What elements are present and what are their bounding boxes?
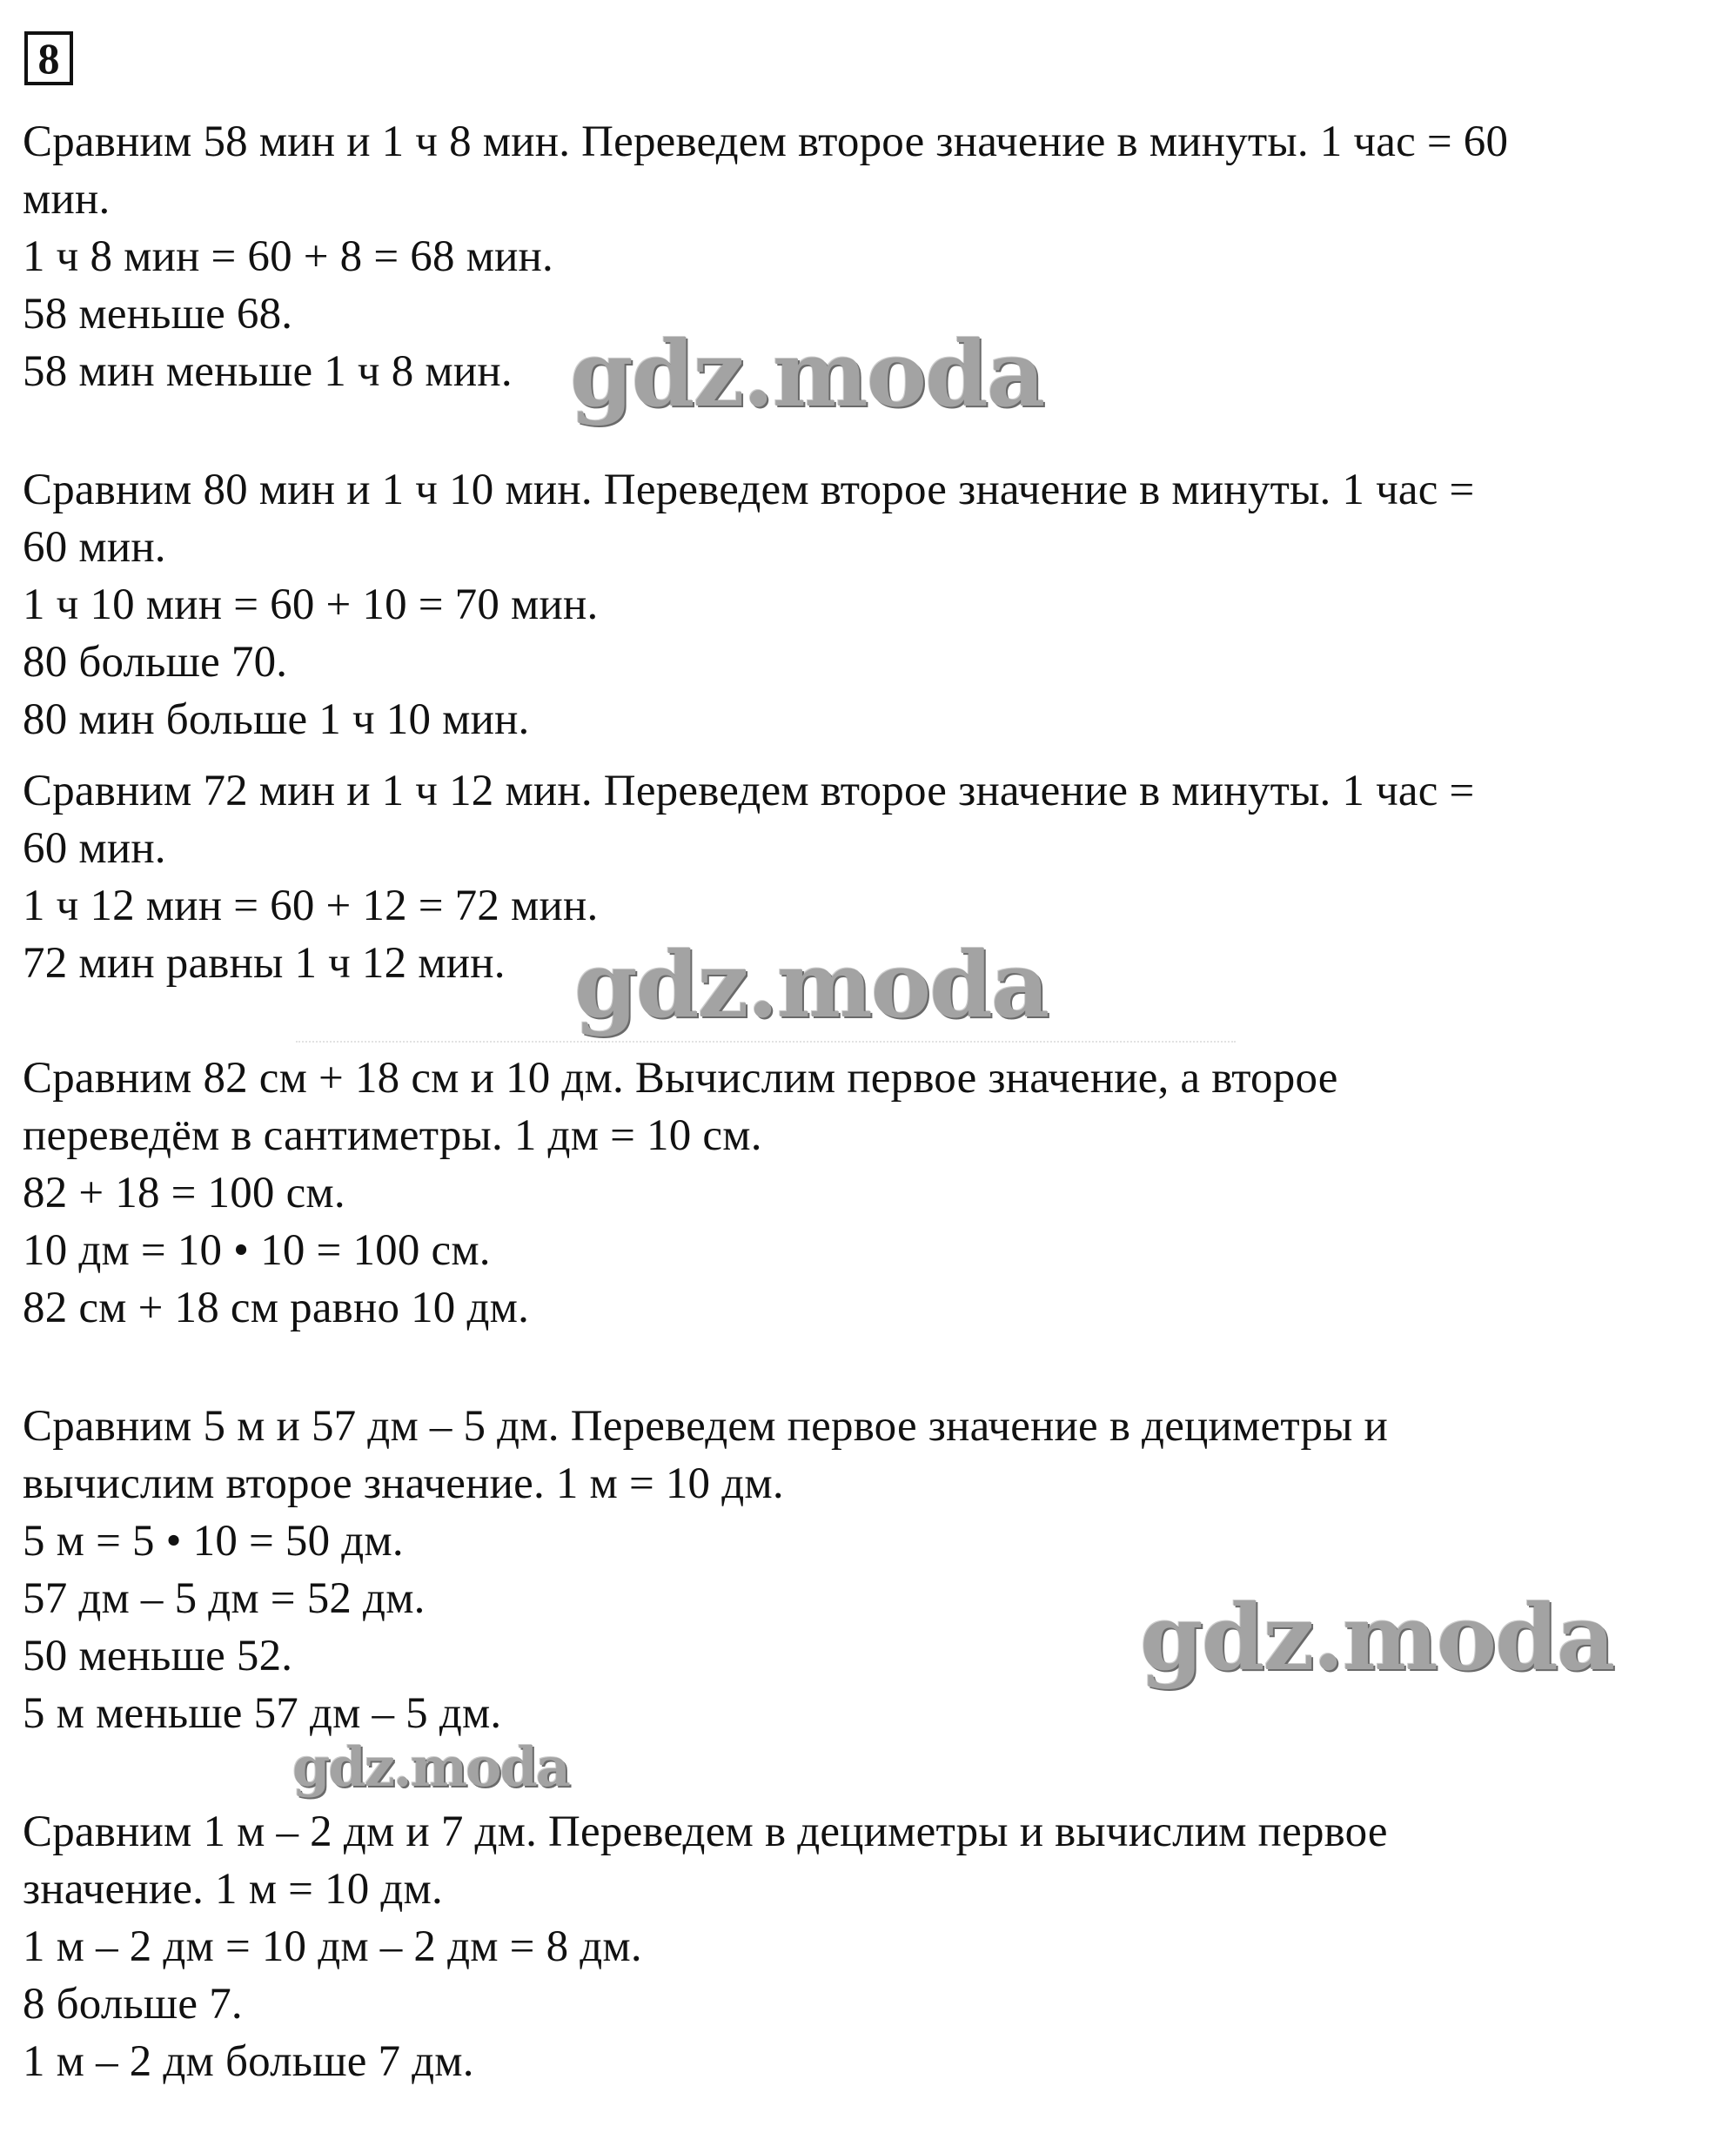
text-line: Сравним 80 мин и 1 ч 10 мин. Переведем второе значение в минуты. 1 час = [23,466,1475,514]
solution-block-6 [23,1803,1706,2090]
text-line: 80 больше 70. [23,638,288,687]
watermark: gdz.moda [574,931,1049,1038]
text-line: 1 ч 12 мин = 60 + 12 = 72 мин. [23,882,599,930]
text-line: переведём в сантиметры. 1 дм = 10 см. [23,1111,762,1160]
text-line: 82 см + 18 см равно 10 дм. [23,1284,530,1332]
solution-block-4 [23,1050,1706,1337]
text-line: 58 меньше 68. [23,290,293,339]
text-line: мин. [23,175,111,224]
text-line: 58 мин меньше 1 ч 8 мин. [23,347,513,396]
solution-block-2 [23,461,1706,748]
text-line: 50 меньше 52. [23,1632,293,1680]
task-number: 8 [24,31,73,85]
faint-watermark-strip [296,1041,1236,1065]
text-line: 5 м = 5 • 10 = 50 дм. [23,1517,404,1566]
text-line: Сравним 5 м и 57 дм – 5 дм. Переведем первое значение в дециметры и [23,1402,1389,1451]
text-line: 80 мин больше 1 ч 10 мин. [23,695,530,744]
text-line: Сравним 1 м – 2 дм и 7 дм. Переведем в дециметры и вычислим первое [23,1808,1388,1856]
text-line: 1 ч 10 мин = 60 + 10 = 70 мин. [23,580,599,629]
watermark: gdz.moda [570,320,1044,427]
text-line: значение. 1 м = 10 дм. [23,1865,443,1914]
text-line: 60 мин. [23,523,166,572]
text-line: Сравним 58 мин и 1 ч 8 мин. Переведем второе значение в минуты. 1 час = 60 [23,117,1509,166]
text-line: 10 дм = 10 • 10 = 100 см. [23,1226,491,1275]
text-line: вычислим второе значение. 1 м = 10 дм. [23,1459,784,1508]
text-line: 60 мин. [23,824,166,873]
watermark: gdz.moda [292,1735,569,1799]
text-line: 1 ч 8 мин = 60 + 8 = 68 мин. [23,232,554,281]
text-line: 82 + 18 = 100 см. [23,1169,345,1217]
text-line: 8 больше 7. [23,1980,243,2029]
text-line: Сравним 82 см + 18 см и 10 дм. Вычислим первое значение, а второе [23,1054,1338,1103]
watermark: gdz.moda [1140,1584,1614,1691]
text-line: 57 дм – 5 дм = 52 дм. [23,1574,426,1623]
text-line: 1 м – 2 дм больше 7 дм. [23,2037,474,2086]
text-line: 72 мин равны 1 ч 12 мин. [23,939,506,988]
text-line: 1 м – 2 дм = 10 дм – 2 дм = 8 дм. [23,1922,642,1971]
text-line: 5 м меньше 57 дм – 5 дм. [23,1689,502,1738]
text-line: Сравним 72 мин и 1 ч 12 мин. Переведем второе значение в минуты. 1 час = [23,767,1475,815]
